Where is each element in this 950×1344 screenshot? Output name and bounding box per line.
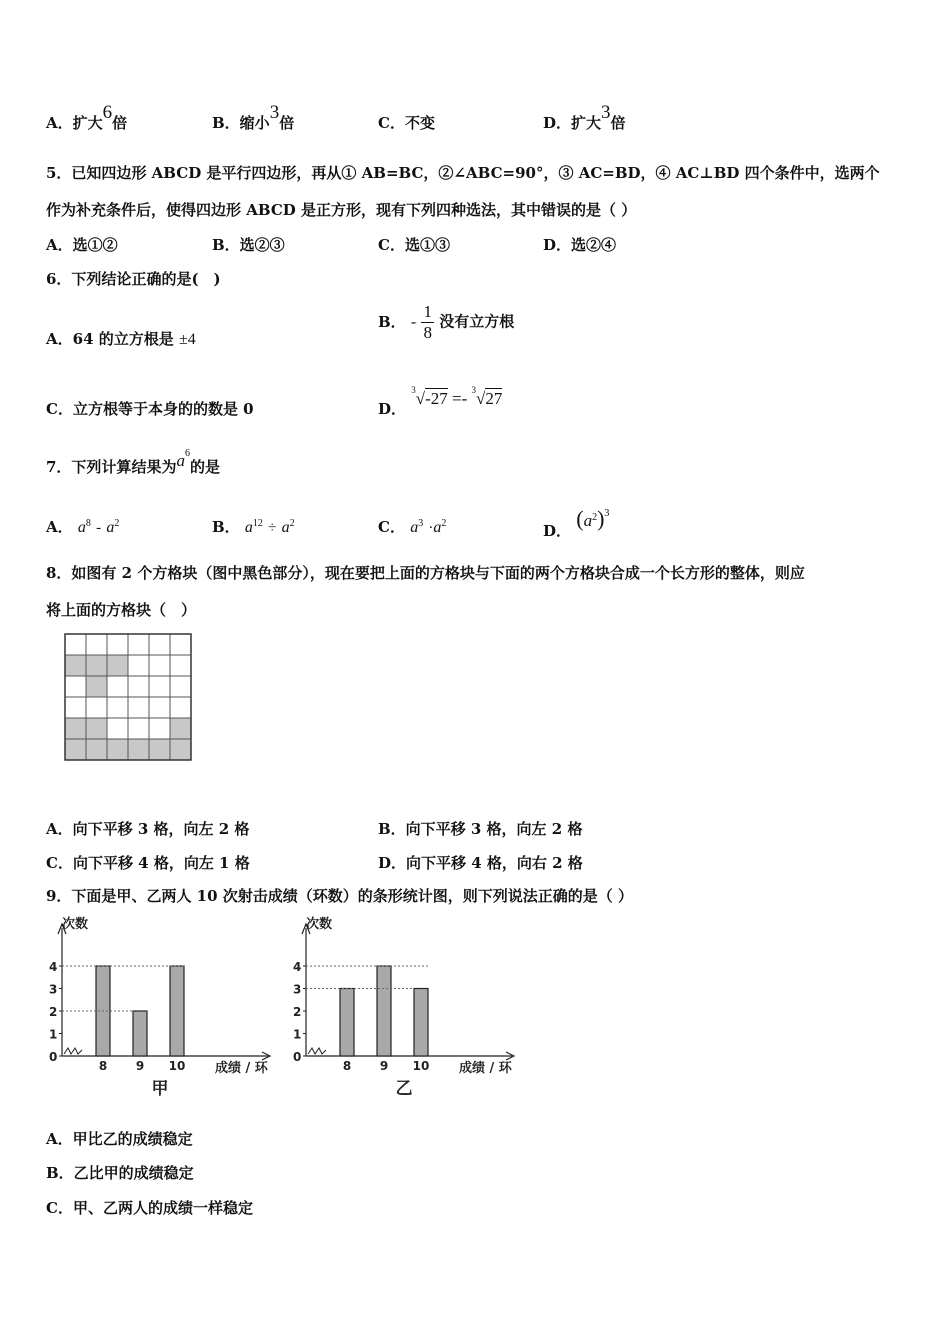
grid-cell [149,718,170,739]
q4-option-c: C．不变 [378,114,435,132]
q6-option-b: B． - $\frac{1}{8}$ 没有立方根 [378,302,515,342]
q5-option-b: B．选②③ [212,236,285,254]
grid-cell [128,697,149,718]
q6-option-c: C．立方根等于本身的的数是 0 [46,400,254,418]
grid-cell [170,697,191,718]
chart-title: 甲 [151,1079,169,1099]
grid-cell [170,718,191,739]
grid-cell [86,718,107,739]
chart-yi [284,912,524,1102]
y-tick-label: 0 [293,1050,302,1064]
bar-10 [170,966,184,1056]
x-tick-label: 10 [412,1059,430,1073]
grid-cell [107,718,128,739]
y-tick-label: 1 [293,1027,302,1042]
grid-cell [107,739,128,760]
bar-8 [340,989,354,1057]
grid-cell [65,676,86,697]
q8-option-a: A．向下平移 3 格，向左 2 格 [46,820,250,838]
q5-option-d: D．选②④ [543,236,617,254]
grid-cell [170,655,191,676]
grid-cell [86,697,107,718]
y-tick-label: 1 [49,1027,58,1042]
bar-10 [414,989,428,1057]
grid-cell [65,739,86,760]
y-tick-label: 0 [49,1050,58,1064]
grid-cell [86,634,107,655]
grid-cell [65,634,86,655]
chart-jia [40,912,280,1102]
grid-cell [170,739,191,760]
grid-cell [149,676,170,697]
q5-stem-line2: 作为补充条件后，使得四边形 ABCD 是正方形，现有下列四种选法，其中错误的是（ ） [46,201,637,219]
q8-grid-figure [63,632,193,780]
q9-option-c: C．甲、乙两人的成绩一样稳定 [46,1199,253,1217]
axis-break [308,1048,326,1054]
grid-cell [86,676,107,697]
chart-title: 乙 [395,1079,413,1099]
q5-stem-line1: 5．已知四边形 ABCD 是平行四边形，再从① AB=BC，②∠ABC=90°，③ AC=BD，④ AC⊥BD 四个条件中，选两个 [46,164,880,182]
grid-cell [65,718,86,739]
y-tick-label: 2 [293,1005,302,1019]
grid-cell [86,655,107,676]
q5-option-a: A．选①② [46,236,118,254]
grid-cell [128,718,149,739]
grid-cell [170,634,191,655]
y-axis-label: 次数 [306,917,333,932]
grid-cell [149,697,170,718]
q5-option-c: C．选①③ [378,236,450,254]
grid-cell [149,655,170,676]
q7-option-c: C． $a^3 \cdot a^2$ [378,518,447,536]
q8-stem-line2: 将上面的方格块（ ） [46,601,197,619]
q4-option-d: D．扩大3倍 [543,102,626,132]
x-axis-label: 成绩 / 环 [215,1061,268,1076]
x-tick-label: 8 [98,1059,108,1073]
grid-cell [107,655,128,676]
q6-option-d: D． $^3$√-27 =- $^3$√27 [378,385,503,418]
q9-option-b: B．乙比甲的成绩稳定 [46,1164,194,1182]
axis-break [64,1048,82,1054]
y-tick-label: 3 [49,982,58,997]
y-tick-label: 4 [49,960,58,974]
q8-option-d: D．向下平移 4 格，向右 2 格 [378,854,583,872]
grid-cell [149,634,170,655]
q4-option-b: B．缩小3倍 [212,102,295,132]
q7-stem: 7．下列计算结果为$a^6$的是 [46,448,220,476]
grid-cell [128,634,149,655]
y-axis-label: 次数 [62,917,89,932]
y-tick-label: 2 [49,1005,58,1019]
q6-stem: 6．下列结论正确的是( ) [46,270,221,288]
grid-cell [149,739,170,760]
q9-option-a: A．甲比乙的成绩稳定 [46,1130,193,1148]
q4-option-a: A．扩大6倍 [46,102,128,132]
q6-option-a: A．64 的立方根是 ±4 [46,330,196,348]
grid-cell [107,676,128,697]
x-axis-label: 成绩 / 环 [459,1061,512,1076]
q9-stem: 9．下面是甲、乙两人 10 次射击成绩（环数）的条形统计图，则下列说法正确的是（ ） [46,887,633,905]
grid-cell [86,739,107,760]
q8-option-b: B．向下平移 3 格，向左 2 格 [378,820,583,838]
bar-9 [377,966,391,1056]
q8-option-c: C．向下平移 4 格，向左 1 格 [46,854,250,872]
q7-option-b: B． $a^{12} \div a^2$ [212,518,295,536]
q7-option-a: A． $a^8 - a^2$ [46,518,120,536]
grid-cell [128,676,149,697]
x-tick-label: 9 [379,1059,389,1073]
grid-cell [107,634,128,655]
grid-cell [65,697,86,718]
grid-cell [65,655,86,676]
x-tick-label: 10 [168,1059,186,1073]
grid-cell [128,739,149,760]
x-tick-label: 8 [342,1059,352,1073]
x-tick-label: 9 [135,1059,145,1073]
bar-9 [133,1011,147,1056]
grid-cell [128,655,149,676]
q8-stem-line1: 8．如图有 2 个方格块（图中黑色部分），现在要把上面的方格块与下面的两个方格块合成一个长方形的整体，则应 [46,564,805,582]
y-tick-label: 3 [293,982,302,997]
grid-cell [107,697,128,718]
y-tick-label: 4 [293,960,302,974]
q7-option-d: D． $(a^2)^3$ [543,506,610,540]
grid-cell [170,676,191,697]
